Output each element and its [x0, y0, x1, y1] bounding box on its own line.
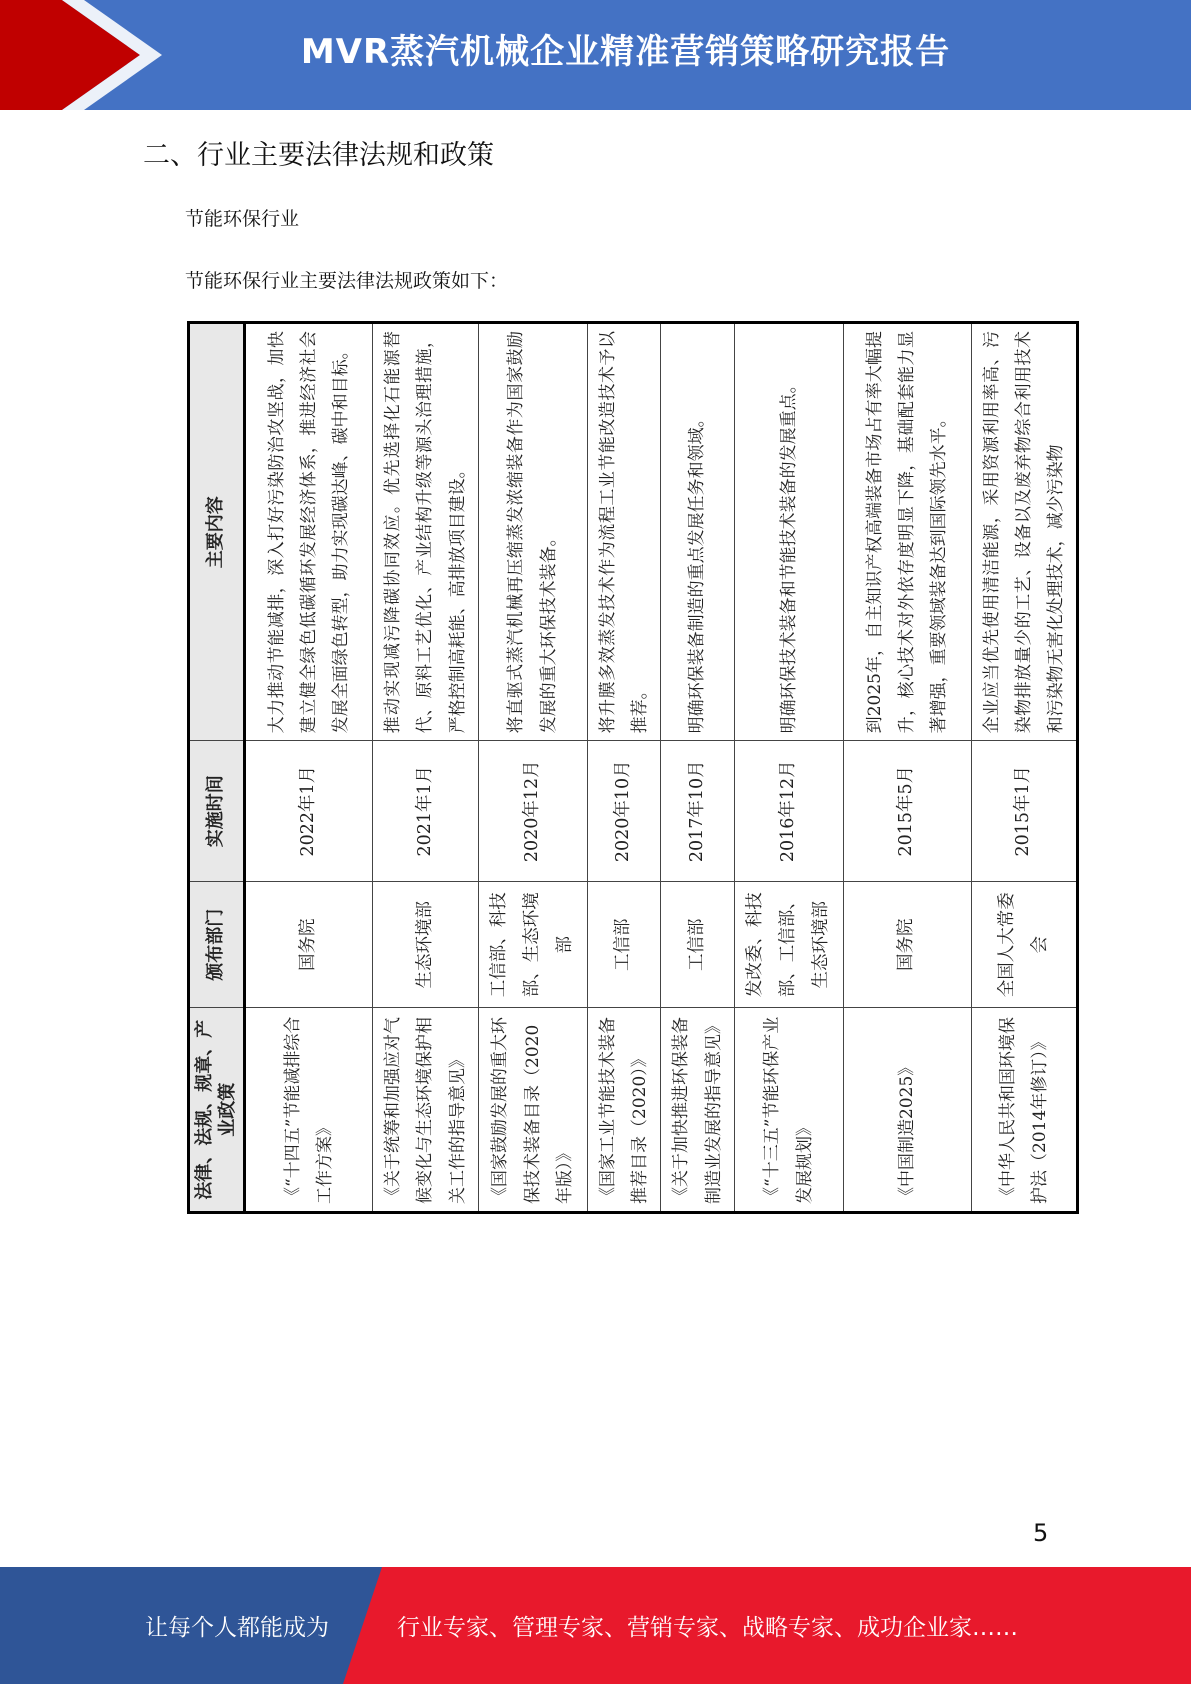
cell-name: 《中国制造2025》: [843, 1008, 971, 1213]
report-title: MVR蒸汽机械企业精准营销策略研究报告: [300, 32, 951, 72]
cell-date: 2015年1月: [971, 741, 1078, 882]
footer-slogan-right: 行业专家、管理专家、营销专家、战略专家、成功企业家……: [397, 1615, 1018, 1641]
cell-name: 《中华人民共和国环境保护法（2014年修订）》: [971, 1008, 1078, 1213]
cell-content: 将升膜多效蒸发技术作为流程工业节能改造技术予以推荐。: [587, 323, 661, 741]
column-header-name: 法律、法规、规章、产业政策: [189, 1008, 245, 1213]
cell-name: 《“十四五”节能减排综合工作方案》: [245, 1008, 373, 1213]
footer-banner: [0, 1567, 1191, 1684]
cell-dept: 工信部: [587, 882, 661, 1008]
table-row: [587, 323, 661, 1213]
column-header-date: 实施时间: [189, 741, 245, 882]
cell-name: 《关于统筹和加强应对气候变化与生态环境保护相关工作的指导意见》: [373, 1008, 479, 1213]
section-heading: 二、行业主要法律法规和政策: [143, 140, 494, 171]
regulations-table-rotated: [187, 321, 1067, 1214]
column-header-dept: 颁布部门: [189, 882, 245, 1008]
table-row: [245, 323, 373, 1213]
cell-date: 2016年12月: [734, 741, 843, 882]
cell-date: 2015年5月: [843, 741, 971, 882]
cell-name: 《国家鼓励发展的重大环保技术装备目录（2020年版）》: [478, 1008, 587, 1213]
regulations-table-frame: [187, 321, 1067, 1214]
cell-content: 明确环保技术装备和节能技术装备的发展重点。: [734, 323, 843, 741]
cell-date: 2020年12月: [478, 741, 587, 882]
cell-date: 2021年1月: [373, 741, 479, 882]
cell-name: 《“十三五”节能环保产业发展规划》: [734, 1008, 843, 1213]
regulations-table: [187, 321, 1079, 1214]
table-row: [843, 323, 971, 1213]
cell-dept: 全国人大常委会: [971, 882, 1078, 1008]
table-header-row: [189, 323, 245, 1213]
cell-content: 将直驱式蒸汽机械再压缩蒸发浓缩装备作为国家鼓励发展的重大环保技术装备。: [478, 323, 587, 741]
table-row: [373, 323, 479, 1213]
cell-name: 《国家工业节能技术装备推荐目录（2020）》: [587, 1008, 661, 1213]
cell-date: 2022年1月: [245, 741, 373, 882]
paragraph-intro: 节能环保行业主要法律法规政策如下：: [185, 270, 509, 292]
cell-dept: 国务院: [843, 882, 971, 1008]
cell-dept: 国务院: [245, 882, 373, 1008]
table-row: [661, 323, 735, 1213]
cell-name: 《关于加快推进环保装备制造业发展的指导意见》: [661, 1008, 735, 1213]
cell-dept: 工信部、科技部、生态环境部: [478, 882, 587, 1008]
cell-content: 大力推动节能减排，深入打好污染防治攻坚战，加快建立健全绿色低碳循环发展经济体系，推进经济社会发展全面绿色转型，助力实现碳达峰、碳中和目标。: [245, 323, 373, 741]
paragraph-industry: 节能环保行业: [185, 208, 300, 230]
table-row: [734, 323, 843, 1213]
header-banner: [0, 0, 1191, 110]
cell-dept: 生态环境部: [373, 882, 479, 1008]
cell-content: 企业应当优先使用清洁能源，采用资源利用率高、污染物排放量少的工艺、设备以及废弃物综合利用技术和污染物无害化处理技术，减少污染物: [971, 323, 1078, 741]
column-header-content: 主要内容: [189, 323, 245, 741]
table-row: [478, 323, 587, 1213]
cell-date: 2020年10月: [587, 741, 661, 882]
cell-content: 明确环保装备制造的重点发展任务和领域。: [661, 323, 735, 741]
cell-content: 到2025年，自主知识产权高端装备市场占有率大幅提升，核心技术对外依存度明显下降，基础配套能力显著增强，重要领域装备达到国际领先水平。: [843, 323, 971, 741]
cell-dept: 发改委、科技部、工信部、生态环境部: [734, 882, 843, 1008]
footer-slogan-left: 让每个人都能成为: [145, 1615, 329, 1641]
page-number: 5: [1033, 1519, 1049, 1547]
cell-content: 推动实现减污降碳协同效应。优先选择化石能源替代、原料工艺优化、产业结构升级等源头治理措施，严格控制高耗能、高排放项目建设。: [373, 323, 479, 741]
cell-date: 2017年10月: [661, 741, 735, 882]
table-row: [971, 323, 1078, 1213]
cell-dept: 工信部: [661, 882, 735, 1008]
